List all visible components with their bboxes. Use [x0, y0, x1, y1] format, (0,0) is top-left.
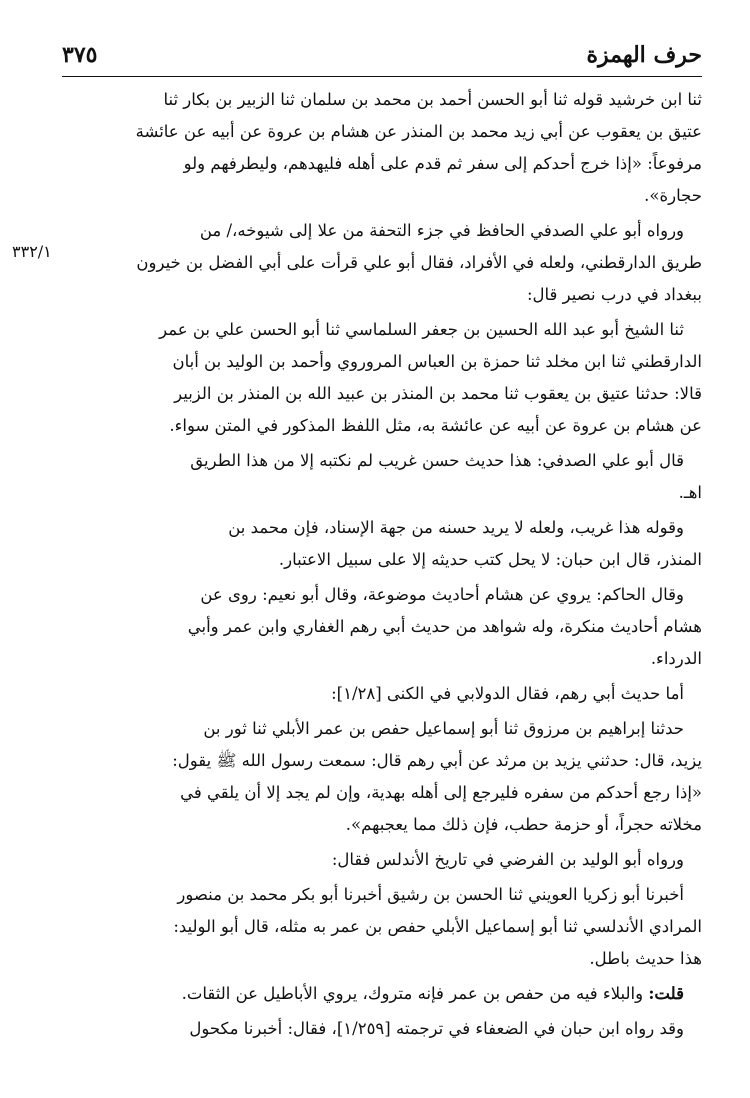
- paragraph: [62, 879, 702, 975]
- text-line: الدارقطني ثنا ابن مخلد ثنا حمزة بن العباس المروروي وأحمد بن الوليد بن أبان: [172, 352, 702, 371]
- text-line: وقوله هذا غريب، ولعله لا يريد حسنه من جهة الإسناد، فإن محمد بن: [228, 518, 684, 537]
- text-line: طريق الدارقطني، ولعله في الأفراد، فقال أبو علي قرأت على أبي الفضل بن خيرون: [136, 253, 702, 272]
- text-line: ثنا ابن خرشيد قوله ثنا أبو الحسن أحمد بن محمد بن سلمان ثنا الزبير بن بكار ثنا: [163, 90, 702, 109]
- text-line: يزيد، قال: حدثني يزيد بن مرثد عن أبي رهم قال: سمعت رسول الله ﷺ يقول:: [172, 751, 702, 770]
- header-divider: [62, 76, 702, 77]
- paragraph: [62, 678, 702, 710]
- text-line: وقال الحاكم: يروي عن هشام أحاديث موضوعة، وقال أبو نعيم: روى عن: [200, 585, 684, 604]
- text-line: أما حديث أبي رهم، فقال الدولابي في الكنى [١/٢٨]:: [331, 684, 684, 703]
- paragraph: [62, 512, 702, 576]
- page-header: [62, 38, 702, 72]
- margin-reference: ٣٣٢/١: [12, 242, 52, 261]
- text-line: ورواه أبو الوليد بن الفرضي في تاريخ الأندلس فقال:: [331, 850, 684, 869]
- text-line: اهـ.: [678, 483, 702, 502]
- note-label: قلت:: [648, 984, 684, 1003]
- paragraph: [62, 844, 702, 876]
- text-line: المنذر، قال ابن حبان: لا يحل كتب حديثه إلا على سبيل الاعتبار.: [278, 550, 702, 569]
- note-text: والبلاء فيه من حفص بن عمر فإنه متروك، يروي الأباطيل عن الثقات.: [181, 984, 644, 1003]
- text-line: ورواه أبو علي الصدفي الحافظ في جزء التحفة من علا إلى شيوخه،/ من: [199, 221, 684, 240]
- text-line: قال أبو علي الصدفي: هذا حديث حسن غريب لم نكتبه إلا من هذا الطريق: [190, 451, 684, 470]
- page-number: ٣٧٥: [62, 42, 98, 68]
- paragraph: [62, 314, 702, 442]
- text-line: قالا: حدثنا عتيق بن يعقوب ثنا محمد بن المنذر بن عبيد الله بن المنذر بن الزبير: [174, 384, 702, 403]
- text-line: أخبرنا أبو زكريا العويني ثنا الحسن بن رشيق أخبرنا أبو بكر محمد بن منصور: [177, 885, 684, 904]
- text-line: مخلاته حجراً، أو حزمة حطب، فإن ذلك مما يعجبهم».: [345, 815, 702, 834]
- text-line: [62, 978, 702, 1010]
- text-line: عتيق بن يعقوب عن أبي زيد محمد بن المنذر عن هشام بن عروة عن أبيه عن عائشة: [135, 122, 702, 141]
- paragraph: [62, 215, 702, 311]
- text-line: مرفوعاً: «إذا خرج أحدكم إلى سفر ثم قدم على أهله فليهدهم، وليطرفهم ولو: [183, 154, 702, 173]
- text-line: عن هشام بن عروة عن أبيه عن عائشة به، مثل اللفظ المذكور في المتن سواء.: [169, 416, 702, 435]
- text-line: حجارة».: [644, 186, 702, 205]
- paragraph: [62, 445, 702, 509]
- paragraph: [62, 84, 702, 212]
- paragraph: [62, 713, 702, 841]
- text-line: وقد رواه ابن حبان في الضعفاء في ترجمته [١/٢٥٩]، فقال: أخبرنا مكحول: [189, 1019, 684, 1038]
- paragraph: [62, 1013, 702, 1045]
- paragraph: [62, 978, 702, 1010]
- text-line: ثنا الشيخ أبو عبد الله الحسين بن جعفر السلماسي ثنا أبو الحسن علي بن عمر: [159, 320, 684, 339]
- text-line: هذا حديث باطل.: [589, 949, 702, 968]
- paragraph: [62, 579, 702, 675]
- text-line: المرادي الأندلسي ثنا أبو إسماعيل الأبلي حفص بن عمر به مثله، قال أبو الوليد:: [173, 917, 702, 936]
- text-line: ببغداد في درب نصير قال:: [526, 285, 702, 304]
- text-line: «إذا رجع أحدكم من سفره فليرجع إلى أهله بهدية، وإن لم يجد إلا أن يلقي في: [180, 783, 702, 802]
- body-text: [62, 84, 702, 1048]
- running-title: حرف الهمزة: [586, 42, 702, 68]
- text-line: هشام أحاديث منكرة، وله شواهد من حديث أبي رهم الغفاري وابن عمر وأبي: [187, 617, 702, 636]
- text-line: الدرداء.: [650, 649, 702, 668]
- text-line: حدثنا إبراهيم بن مرزوق ثنا أبو إسماعيل حفص بن عمر الأبلي ثنا ثور بن: [203, 719, 684, 738]
